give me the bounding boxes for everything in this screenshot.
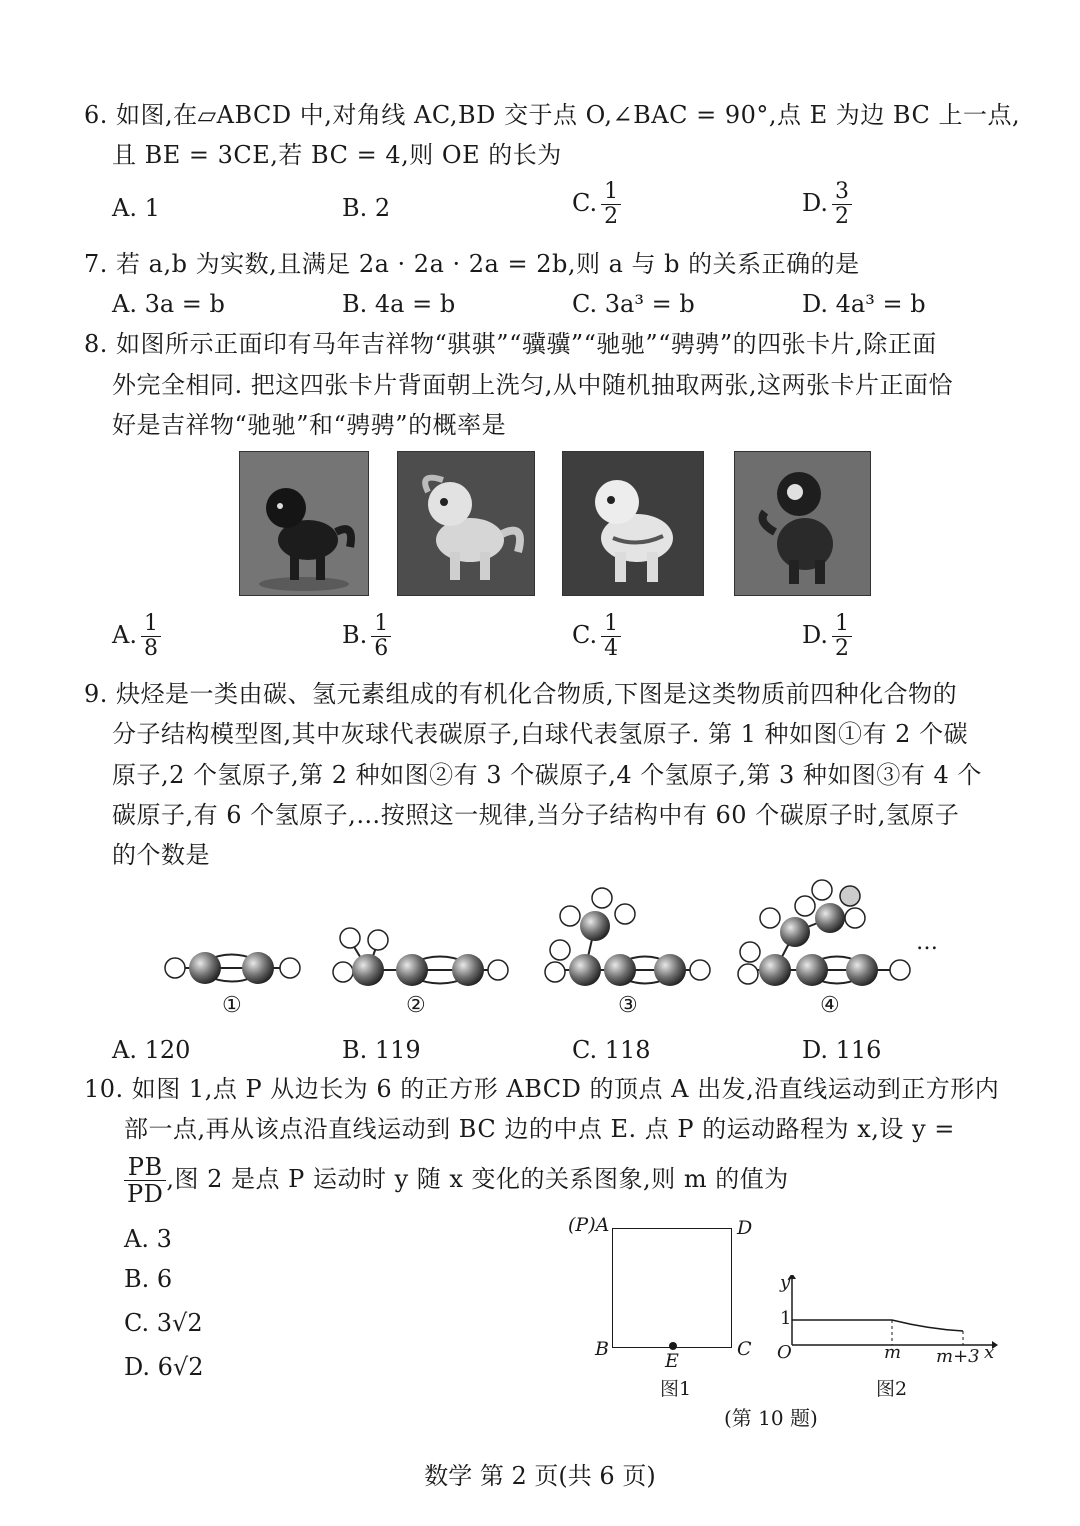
horse-mascot-icon bbox=[240, 452, 368, 595]
fraction-denominator: 2 bbox=[604, 204, 619, 229]
mascot-card-2 bbox=[397, 451, 535, 596]
q8-option-a-label: A. bbox=[112, 621, 137, 649]
q8-option-a-fraction bbox=[141, 612, 161, 661]
molecule-label-1: ① bbox=[222, 993, 242, 1018]
q6-option-d-label: D. bbox=[802, 189, 829, 217]
q8-option-b bbox=[342, 612, 391, 661]
axis-x-tick-m: m bbox=[884, 1342, 902, 1363]
q10-option-a: A. 3 bbox=[124, 1225, 172, 1253]
fraction-numerator: 1 bbox=[141, 612, 161, 637]
q7-option-b: B. 4a = b bbox=[342, 290, 456, 318]
fraction-numerator: PB bbox=[124, 1154, 166, 1181]
q6-stem-line1: 6. 如图,在▱ABCD 中,对角线 AC,BD 交于点 O,∠BAC = 90°,点 E 为边 BC 上一点, bbox=[84, 101, 1021, 129]
figure-2-caption: 图2 bbox=[876, 1378, 908, 1400]
origin-label: O bbox=[777, 1342, 792, 1363]
fraction-numerator: 1 bbox=[601, 180, 621, 205]
q8-option-b-fraction bbox=[371, 612, 391, 661]
q9-stem-line4: 碳原子,有 6 个氢原子,…按照这一规律,当分子结构中有 60 个碳原子时,氢原子 bbox=[112, 801, 960, 829]
axis-y-label: y bbox=[780, 1272, 791, 1293]
molecule-models-figure bbox=[150, 876, 950, 996]
q7-stem-line1: 7. 若 a,b 为实数,且满足 2a · 2a · 2a = 2b,则 a 与 b 的关系正确的是 bbox=[84, 250, 860, 278]
q9-option-b: B. 119 bbox=[342, 1036, 421, 1064]
q9-stem-line5: 的个数是 bbox=[112, 841, 210, 869]
molecule-1-model bbox=[165, 952, 300, 984]
axis-x-label: x bbox=[984, 1342, 995, 1363]
q8-stem-line2: 外完全相同. 把这四张卡片背面朝上洗匀,从中随机抽取两张,这两张卡片正面恰 bbox=[112, 371, 954, 399]
q9-option-c: C. 118 bbox=[572, 1036, 651, 1064]
figure-1-caption: 图1 bbox=[660, 1378, 692, 1400]
fraction-numerator: 1 bbox=[832, 612, 852, 637]
q6-option-d-fraction bbox=[832, 180, 852, 229]
q10-stem-line2: 部一点,再从该点沿直线运动到 BC 边的中点 E. 点 P 的运动路程为 x,设 y = bbox=[124, 1115, 955, 1143]
mascot-card-1 bbox=[239, 451, 369, 596]
molecule-label-4: ④ bbox=[820, 993, 840, 1018]
q6-option-b: B. 2 bbox=[342, 194, 391, 222]
fraction-numerator: 1 bbox=[371, 612, 391, 637]
mascot-card-4 bbox=[734, 451, 871, 596]
q8-option-a bbox=[112, 612, 161, 661]
q8-option-c-fraction bbox=[601, 612, 621, 661]
point-e-dot bbox=[669, 1342, 677, 1350]
q10-figure-caption: (第 10 题) bbox=[724, 1406, 818, 1430]
q6-option-a: A. 1 bbox=[112, 194, 160, 222]
mascot-card-3 bbox=[562, 451, 704, 596]
pb-over-pd-fraction bbox=[124, 1154, 166, 1207]
q6-option-d bbox=[802, 180, 852, 229]
fraction-denominator: 2 bbox=[835, 204, 850, 229]
label-b: B bbox=[595, 1338, 609, 1360]
q6-option-c bbox=[572, 180, 621, 229]
q8-option-d-label: D. bbox=[802, 621, 829, 649]
q10-stem-line3-text: ,图 2 是点 P 运动时 y 随 x 变化的关系图象,则 m 的值为 bbox=[166, 1165, 789, 1193]
square-abcd bbox=[612, 1228, 732, 1348]
q7-option-c: C. 3a³ = b bbox=[572, 290, 695, 318]
fraction-denominator: 4 bbox=[604, 636, 619, 661]
molecule-label-2: ② bbox=[406, 993, 426, 1018]
axis-x-tick-m-plus-3: m+3 bbox=[936, 1346, 980, 1367]
horse-mascot-icon bbox=[735, 452, 870, 595]
fraction-denominator: PD bbox=[127, 1180, 164, 1208]
label-pa: (P)A bbox=[568, 1214, 610, 1236]
q8-option-b-label: B. bbox=[342, 621, 368, 649]
q8-stem-line1: 8. 如图所示正面印有马年吉祥物“骐骐”“骥骥”“驰驰”“骋骋”的四张卡片,除正面 bbox=[84, 330, 937, 358]
fraction-denominator: 2 bbox=[835, 636, 850, 661]
fraction-denominator: 6 bbox=[374, 636, 389, 661]
molecule-3-model bbox=[545, 888, 710, 986]
page-footer: 数学 第 2 页(共 6 页) bbox=[424, 1462, 656, 1490]
molecule-ellipsis: … bbox=[916, 930, 938, 955]
q10-option-d: D. 6√2 bbox=[124, 1353, 204, 1381]
molecule-2-model bbox=[333, 928, 508, 986]
q7-option-a: A. 3a = b bbox=[112, 290, 225, 318]
q10-stem-line1: 10. 如图 1,点 P 从边长为 6 的正方形 ABCD 的顶点 A 出发,沿直线运动到正方形内 bbox=[84, 1075, 1000, 1103]
q10-option-c: C. 3√2 bbox=[124, 1309, 203, 1337]
q9-stem-line1: 9. 炔烃是一类由碳、氢元素组成的有机化合物质,下图是这类物质前四种化合物的 bbox=[84, 680, 958, 708]
q9-option-d: D. 116 bbox=[802, 1036, 882, 1064]
fraction-numerator: 3 bbox=[832, 180, 852, 205]
molecule-4-model bbox=[738, 880, 910, 986]
fraction-numerator: 1 bbox=[601, 612, 621, 637]
q9-stem-line2: 分子结构模型图,其中灰球代表碳原子,白球代表氢原子. 第 1 种如图①有 2 个碳 bbox=[112, 720, 969, 748]
q8-option-d bbox=[802, 612, 852, 661]
q6-option-c-fraction bbox=[601, 180, 621, 229]
horse-mascot-icon bbox=[563, 452, 703, 595]
axis-y-tick-1: 1 bbox=[780, 1308, 792, 1329]
q8-option-c bbox=[572, 612, 621, 661]
molecule-label-3: ③ bbox=[618, 993, 638, 1018]
q10-option-b: B. 6 bbox=[124, 1265, 173, 1293]
q8-option-d-fraction bbox=[832, 612, 852, 661]
q8-option-c-label: C. bbox=[572, 621, 598, 649]
q9-option-a: A. 120 bbox=[112, 1036, 191, 1064]
horse-mascot-icon bbox=[398, 452, 534, 595]
label-d: D bbox=[737, 1217, 753, 1239]
q8-stem-line3: 好是吉祥物“驰驰”和“骋骋”的概率是 bbox=[112, 411, 507, 439]
q7-option-d: D. 4a³ = b bbox=[802, 290, 926, 318]
q10-stem-line3 bbox=[124, 1154, 789, 1207]
label-e: E bbox=[665, 1350, 679, 1372]
label-c: C bbox=[737, 1338, 752, 1360]
fraction-denominator: 8 bbox=[143, 636, 158, 661]
q6-option-c-label: C. bbox=[572, 189, 598, 217]
q6-stem-line2: 且 BE = 3CE,若 BC = 4,则 OE 的长为 bbox=[112, 141, 562, 169]
q9-stem-line3: 原子,2 个氢原子,第 2 种如图②有 3 个碳原子,4 个氢原子,第 3 种如图③有 4 个 bbox=[112, 761, 982, 789]
